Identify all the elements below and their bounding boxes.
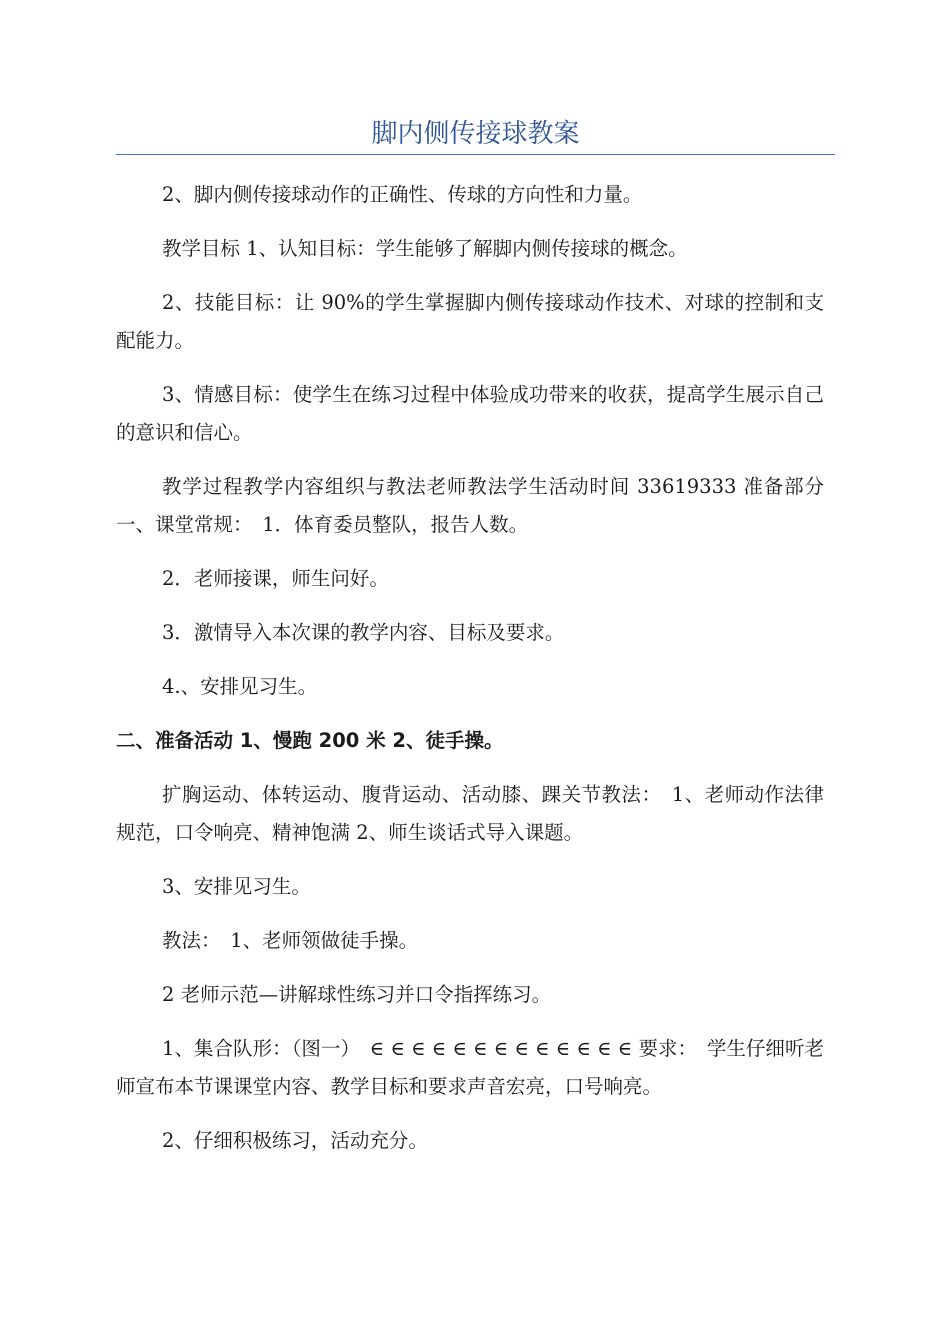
paragraph: 2、脚内侧传接球动作的正确性、传球的方向性和力量。 — [162, 183, 643, 206]
paragraph: 2．老师接课，师生问好。 — [162, 567, 389, 590]
paragraph: 教学目标 1、认知目标：学生能够了解脚内侧传接球的概念。 — [162, 237, 688, 260]
paragraph: 4.、安排见习生。 — [162, 675, 318, 698]
section-heading: 二、准备活动 1、慢跑 200 米 2、徒手操。 — [116, 729, 504, 752]
title-underline — [116, 154, 835, 155]
paragraph: 3、安排见习生。 — [162, 875, 311, 898]
paragraph: 2、技能目标：让 90%的学生掌握脚内侧传接球动作技术、对球的控制和支配能力。 — [116, 291, 824, 352]
paragraph: 3、情感目标：使学生在练习过程中体验成功带来的收获，提高学生展示自己的意识和信心。 — [116, 383, 824, 444]
paragraph: 扩胸运动、体转运动、腹背运动、活动膝、踝关节教法： 1、老师动作法律规范，口令响亮、精神饱满 2、师生谈话式导入课题。 — [116, 783, 824, 844]
paragraph: 1、集合队形：（图一） ∈ ∈ ∈ ∈ ∈ ∈ ∈ ∈ ∈ ∈ ∈ ∈ ∈ 要求： 学生仔细听老师宣布本节课课堂内容、教学目标和要求声音宏亮，口号响亮。 — [116, 1037, 824, 1098]
paragraph: 2 老师示范—讲解球性练习并口令指挥练习。 — [162, 983, 552, 1006]
document-body — [116, 176, 824, 1176]
paragraph: 教法： 1、老师领做徒手操。 — [162, 929, 419, 952]
paragraph: 2、仔细积极练习，活动充分。 — [162, 1129, 428, 1152]
document-title: 脚内侧传接球教案 — [371, 119, 580, 149]
paragraph: 3．激情导入本次课的教学内容、目标及要求。 — [162, 621, 565, 644]
paragraph: 教学过程教学内容组织与教法老师教法学生活动时间 33619333 准备部分一、课堂常规： 1．体育委员整队，报告人数。 — [116, 475, 824, 536]
